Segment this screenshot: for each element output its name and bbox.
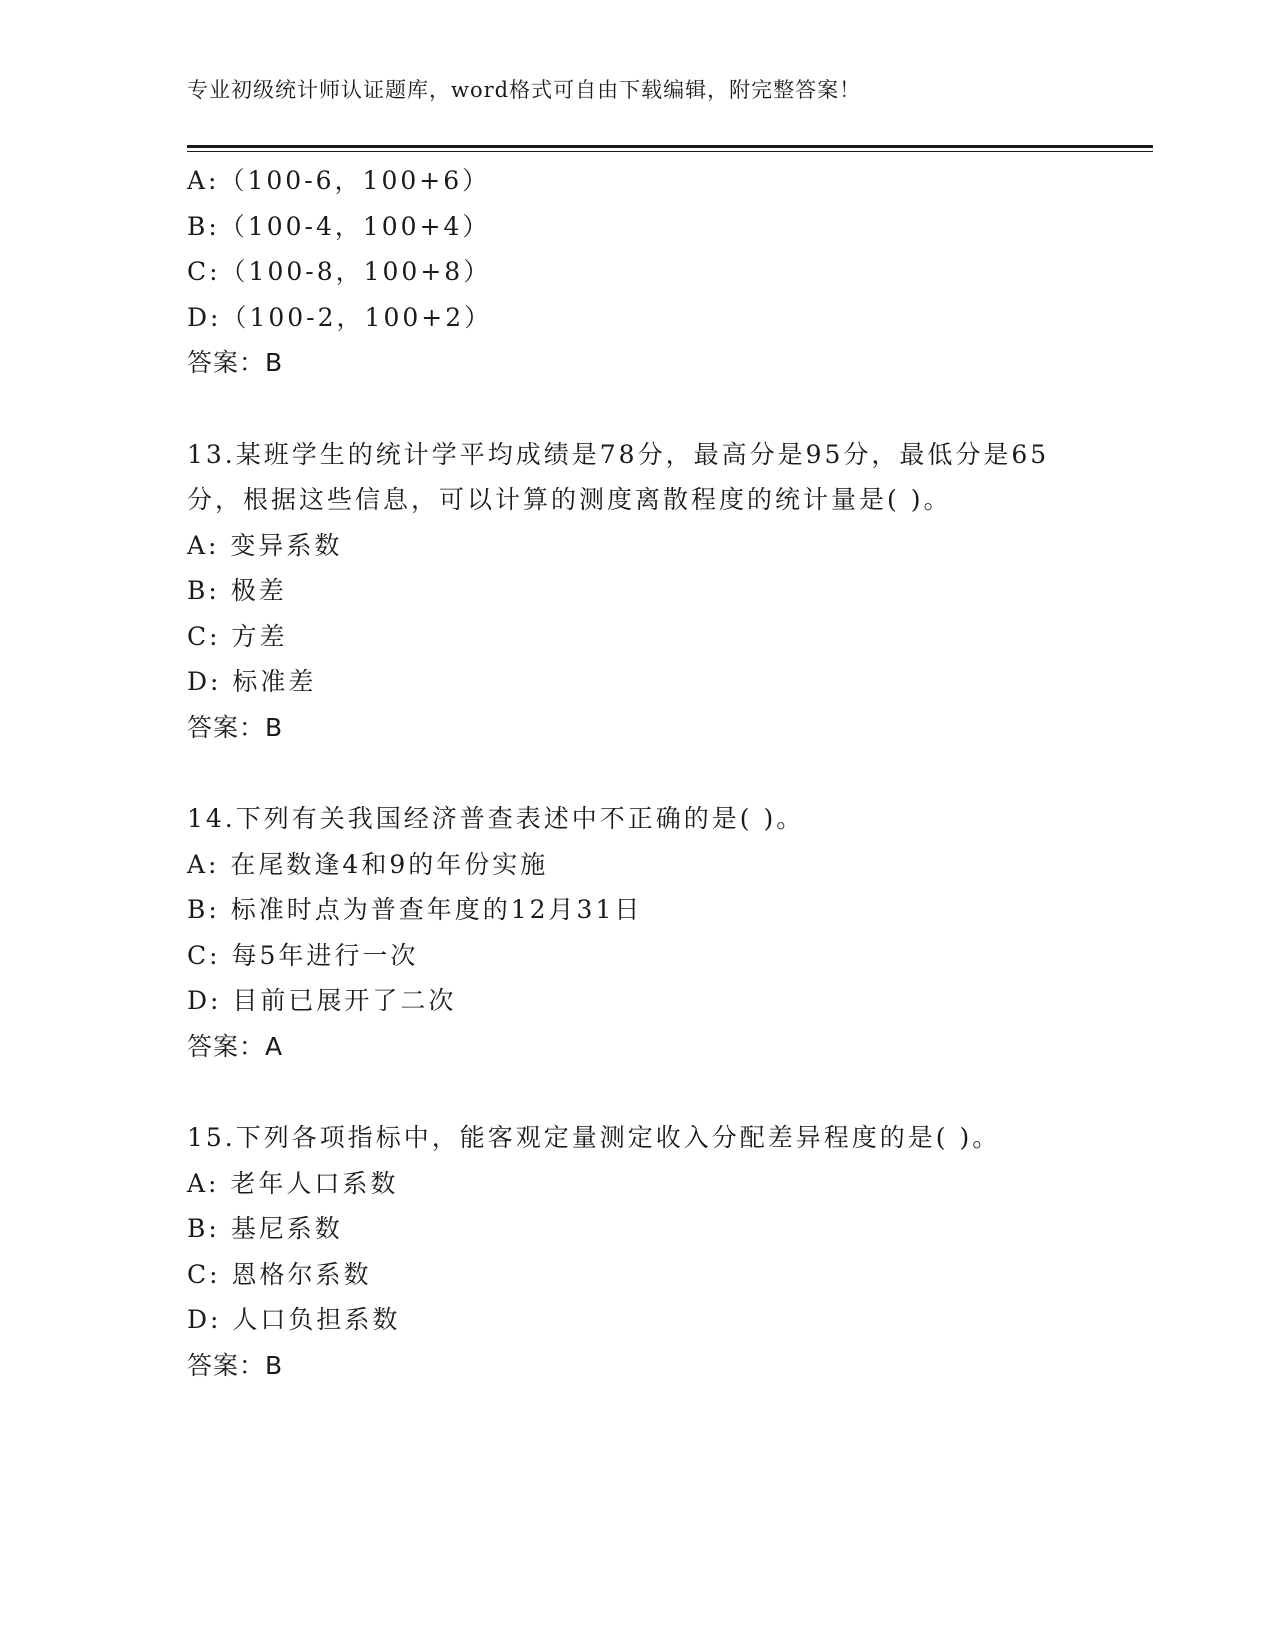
question-stem: 14.下列有关我国经济普查表述中不正确的是( )。: [187, 804, 805, 833]
option-d: D:（100-2，100+2）: [187, 302, 493, 332]
question-14: [187, 796, 1087, 1069]
header-rule-thick: [187, 145, 1153, 148]
question-stem: 13.某班学生的统计学平均成绩是78分，最高分是95分，最低分是65: [187, 439, 1050, 469]
question-list: [187, 158, 1087, 1388]
option-b: B: 极差: [187, 576, 287, 605]
option-b: B: 标准时点为普查年度的12月31日: [187, 895, 643, 924]
option-b: B: 基尼系数: [187, 1214, 343, 1243]
question-13: [187, 432, 1087, 751]
page-header: 专业初级统计师认证题库，word格式可自由下载编辑，附完整答案！: [187, 78, 862, 102]
option-c: C: 方差: [187, 621, 288, 651]
question-15: [187, 1115, 1087, 1388]
option-d: D: 人口负担系数: [187, 1305, 401, 1334]
question-12: [187, 158, 1087, 386]
option-c: C: 每5年进行一次: [187, 940, 419, 970]
option-a: A: 老年人口系数: [187, 1168, 399, 1198]
option-a: A:（100-6，100+6）: [187, 166, 491, 195]
header-rule-thin: [187, 151, 1153, 152]
answer: 答案：B: [187, 1350, 284, 1380]
spacer: [187, 750, 1087, 796]
answer: 答案：B: [187, 348, 284, 377]
question-stem-continued: 分，根据这些信息，可以计算的测度离散程度的统计量是( )。: [187, 485, 952, 514]
spacer: [187, 1069, 1087, 1115]
answer: 答案：A: [187, 1031, 284, 1061]
option-d: D: 目前已展开了二次: [187, 986, 457, 1015]
option-c: C:（100-8，100+8）: [187, 257, 492, 286]
spacer: [187, 386, 1087, 432]
question-stem: 15.下列各项指标中，能客观定量测定收入分配差异程度的是( )。: [187, 1123, 1001, 1152]
option-a: A: 在尾数逢4和9的年份实施: [187, 849, 549, 879]
option-c: C: 恩格尔系数: [187, 1259, 372, 1289]
option-b: B:（100-4，100+4）: [187, 211, 491, 241]
answer: 答案：B: [187, 712, 284, 742]
option-a: A: 变异系数: [187, 530, 343, 560]
option-d: D: 标准差: [187, 667, 317, 696]
